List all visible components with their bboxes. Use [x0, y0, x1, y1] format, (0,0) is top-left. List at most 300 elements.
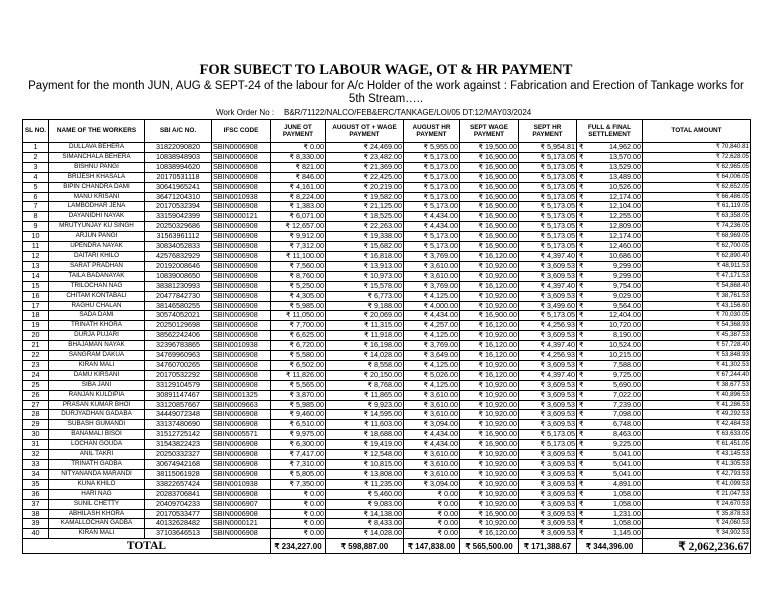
- settlement-value: 14,962.00: [609, 142, 641, 151]
- cell-aug-hr: ₹ 5,173.00: [404, 192, 460, 202]
- cell-sept-hr: ₹ 5,173.05: [519, 212, 577, 222]
- cell-ifsc-code: SBIN0006908: [212, 222, 271, 232]
- cell-sbi-account: 30891147467: [145, 390, 212, 400]
- cell-sept-wage: ₹ 16,120.00: [460, 529, 519, 539]
- cell-ifsc-code: SBIN0006908: [212, 469, 271, 479]
- cell-sept-wage: ₹ 16,900.00: [460, 212, 519, 222]
- cell-ifsc-code: SBIN0006908: [212, 420, 271, 430]
- rupee-symbol: ₹: [579, 301, 584, 310]
- cell-sl-no: 15: [23, 281, 49, 291]
- cell-sept-hr: ₹ 3,609.53: [519, 410, 577, 420]
- cell-aug-hr: ₹ 5,173.00: [404, 172, 460, 182]
- table-row: [23, 390, 751, 400]
- cell-total-amount: ₹ 70,030.05: [643, 311, 751, 321]
- cell-ifsc-code: SBIN0006908: [212, 242, 271, 252]
- cell-total-amount: ₹ 70,840.81: [643, 143, 751, 153]
- cell-aug-hr: ₹ 4,125.00: [404, 380, 460, 390]
- cell-aug-ot-wage: ₹ 22,263.00: [326, 222, 404, 232]
- cell-sept-hr: ₹ 5,173.05: [519, 242, 577, 252]
- cell-aug-hr: ₹ 4,125.00: [404, 291, 460, 301]
- cell-sl-no: 6: [23, 192, 49, 202]
- cell-aug-hr: ₹ 4,434.00: [404, 222, 460, 232]
- cell-aug-hr: ₹ 4,434.00: [404, 440, 460, 450]
- cell-aug-hr: ₹ 3,610.00: [404, 410, 460, 420]
- cell-full-final: [577, 469, 643, 479]
- cell-worker-name: SUBASH GUMANDI: [49, 420, 145, 430]
- cell-worker-name: LOCHAN GOUDA: [49, 440, 145, 450]
- rupee-symbol: ₹: [579, 271, 584, 280]
- cell-sl-no: 4: [23, 172, 49, 182]
- cell-june-ot: ₹ 821.00: [271, 162, 326, 172]
- cell-sl-no: 36: [23, 489, 49, 499]
- header-worker-name: NAME OF THE WORKERS: [49, 120, 145, 143]
- cell-ifsc-code: SBIN0010938: [212, 192, 271, 202]
- cell-sept-hr: ₹ 5,173.05: [519, 192, 577, 202]
- cell-sbi-account: 10838994620: [145, 162, 212, 172]
- cell-full-final: [577, 242, 643, 252]
- wage-table: [22, 119, 751, 554]
- cell-sl-no: 21: [23, 341, 49, 351]
- cell-sept-hr: ₹ 4,256.93: [519, 351, 577, 361]
- cell-sbi-account: 38115061928: [145, 469, 212, 479]
- cell-aug-hr: ₹ 3,094.00: [404, 479, 460, 489]
- cell-sept-hr: ₹ 3,609.53: [519, 499, 577, 509]
- cell-full-final: [577, 499, 643, 509]
- cell-worker-name: ARJUN PANGI: [49, 232, 145, 242]
- cell-june-ot: ₹ 5,565.00: [271, 380, 326, 390]
- cell-aug-ot-wage: ₹ 20,069.00: [326, 311, 404, 321]
- cell-worker-name: DULLAVA BEHERA: [49, 143, 145, 153]
- cell-aug-hr: ₹ 4,434.00: [404, 311, 460, 321]
- cell-full-final: [577, 311, 643, 321]
- cell-sbi-account: 30834052833: [145, 242, 212, 252]
- cell-total-amount: ₹ 72,628.05: [643, 152, 751, 162]
- cell-june-ot: ₹ 5,985.00: [271, 301, 326, 311]
- document-title: FOR SUBECT TO LABOUR WAGE, OT & HR PAYMENT: [199, 62, 573, 78]
- table-row: [23, 450, 751, 460]
- cell-full-final: [577, 430, 643, 440]
- cell-june-ot: ₹ 6,720.00: [271, 341, 326, 351]
- cell-sbi-account: 30574052021: [145, 311, 212, 321]
- cell-aug-ot-wage: ₹ 13,913.00: [326, 261, 404, 271]
- cell-sbi-account: 33120857667: [145, 400, 212, 410]
- cell-sept-hr: ₹ 4,397.40: [519, 281, 577, 291]
- cell-ifsc-code: SBIN0006908: [212, 410, 271, 420]
- rupee-symbol: ₹: [579, 142, 584, 151]
- cell-full-final: [577, 410, 643, 420]
- cell-sl-no: 39: [23, 519, 49, 529]
- cell-sbi-account: 34760700265: [145, 360, 212, 370]
- cell-june-ot: ₹ 846.00: [271, 172, 326, 182]
- cell-sl-no: 27: [23, 400, 49, 410]
- cell-aug-hr: ₹ 5,173.00: [404, 152, 460, 162]
- cell-aug-hr: ₹ 3,769.00: [404, 341, 460, 351]
- cell-aug-hr: ₹ 5,173.00: [404, 232, 460, 242]
- cell-ifsc-code: SBIN0000121: [212, 212, 271, 222]
- settlement-value: 5,690.00: [613, 380, 641, 389]
- cell-sl-no: 7: [23, 202, 49, 212]
- cell-total-amount: ₹ 45,387.53: [643, 331, 751, 341]
- cell-sept-hr: ₹ 3,609.53: [519, 400, 577, 410]
- cell-sept-wage: ₹ 10,920.00: [460, 499, 519, 509]
- rupee-symbol: ₹: [579, 231, 584, 241]
- cell-ifsc-code: SBIN0006908: [212, 529, 271, 539]
- cell-sept-wage: ₹ 16,900.00: [460, 242, 519, 252]
- rupee-symbol: ₹: [579, 182, 584, 191]
- cell-worker-name: TAILA BADANAYAK: [49, 271, 145, 281]
- cell-aug-hr: ₹ 5,173.00: [404, 162, 460, 172]
- cell-aug-ot-wage: ₹ 8,768.00: [326, 380, 404, 390]
- cell-total-amount: ₹ 41,305.53: [643, 460, 751, 470]
- cell-full-final: [577, 261, 643, 271]
- cell-sl-no: 32: [23, 450, 49, 460]
- cell-aug-hr: ₹ 3,094.00: [404, 420, 460, 430]
- cell-sl-no: 10: [23, 232, 49, 242]
- table-row: [23, 321, 751, 331]
- cell-sl-no: 20: [23, 331, 49, 341]
- cell-sl-no: 38: [23, 509, 49, 519]
- settlement-value: 7,098.00: [613, 409, 641, 419]
- cell-sept-wage: ₹ 16,120.00: [460, 341, 519, 351]
- cell-full-final: [577, 529, 643, 539]
- cell-aug-hr: ₹ 5,026.00: [404, 370, 460, 380]
- cell-aug-ot-wage: ₹ 5,460.00: [326, 489, 404, 499]
- table-row: [23, 479, 751, 489]
- cell-june-ot: ₹ 4,305.00: [271, 291, 326, 301]
- cell-total-amount: ₹ 43,156.60: [643, 301, 751, 311]
- cell-full-final: [577, 489, 643, 499]
- cell-sbi-account: 10839008650: [145, 271, 212, 281]
- cell-sept-wage: ₹ 16,900.00: [460, 509, 519, 519]
- cell-full-final: [577, 271, 643, 281]
- settlement-value: 9,754.00: [613, 281, 641, 290]
- rupee-symbol: ₹: [579, 340, 584, 350]
- settlement-value: 10,526.00: [609, 182, 641, 191]
- total-sept-wage: ₹ 565,500.00: [460, 539, 519, 554]
- cell-june-ot: ₹ 11,050.00: [271, 311, 326, 321]
- rupee-symbol: ₹: [579, 172, 584, 181]
- cell-aug-hr: ₹ 3,610.00: [404, 460, 460, 470]
- table-row: [23, 380, 751, 390]
- cell-sl-no: 8: [23, 212, 49, 222]
- cell-full-final: [577, 162, 643, 172]
- settlement-value: 7,022.00: [613, 390, 641, 399]
- cell-worker-name: BHAJAMAN NAYAK: [49, 341, 145, 351]
- cell-sl-no: 11: [23, 242, 49, 252]
- cell-sept-wage: ₹ 10,920.00: [460, 479, 519, 489]
- cell-total-amount: ₹ 67,244.40: [643, 370, 751, 380]
- rupee-symbol: ₹: [579, 409, 584, 419]
- rupee-symbol: ₹: [579, 429, 584, 439]
- cell-june-ot: ₹ 5,985.00: [271, 400, 326, 410]
- cell-aug-hr: ₹ 4,000.00: [404, 301, 460, 311]
- header-sept-wage: SEPT WAGE PAYMENT: [460, 120, 519, 143]
- cell-aug-hr: ₹ 4,125.00: [404, 360, 460, 370]
- cell-june-ot: ₹ 9,912.00: [271, 232, 326, 242]
- cell-full-final: [577, 351, 643, 361]
- cell-june-ot: ₹ 11,826.00: [271, 370, 326, 380]
- cell-june-ot: ₹ 9,975.00: [271, 430, 326, 440]
- cell-ifsc-code: SBIN0010938: [212, 341, 271, 351]
- rupee-symbol: ₹: [579, 400, 584, 409]
- cell-full-final: [577, 440, 643, 450]
- cell-worker-name: KAMALLOCHAN GADBA: [49, 519, 145, 529]
- settlement-value: 9,225.00: [613, 439, 641, 449]
- cell-june-ot: ₹ 6,510.00: [271, 420, 326, 430]
- cell-sbi-account: 20409704233: [145, 499, 212, 509]
- table-row: [23, 152, 751, 162]
- cell-sept-hr: ₹ 3,609.53: [519, 291, 577, 301]
- settlement-value: 9,299.00: [613, 271, 641, 280]
- cell-ifsc-code: SBIN0006908: [212, 182, 271, 192]
- cell-aug-hr: ₹ 4,434.00: [404, 212, 460, 222]
- cell-sbi-account: 31512725142: [145, 430, 212, 440]
- cell-total-amount: ₹ 41,302.53: [643, 360, 751, 370]
- settlement-value: 13,489.00: [609, 172, 641, 181]
- cell-total-amount: ₹ 62,652.05: [643, 182, 751, 192]
- cell-full-final: [577, 400, 643, 410]
- cell-sept-hr: ₹ 3,609.53: [519, 331, 577, 341]
- cell-sept-wage: ₹ 16,120.00: [460, 281, 519, 291]
- cell-sbi-account: 10838948903: [145, 152, 212, 162]
- cell-full-final: [577, 192, 643, 202]
- cell-sept-hr: ₹ 5,173.05: [519, 182, 577, 192]
- cell-sept-hr: ₹ 5,173.05: [519, 430, 577, 440]
- table-row: [23, 261, 751, 271]
- cell-full-final: [577, 341, 643, 351]
- cell-total-amount: ₹ 38,677.53: [643, 380, 751, 390]
- cell-sept-wage: ₹ 10,920.00: [460, 301, 519, 311]
- cell-sbi-account: 38146580255: [145, 301, 212, 311]
- cell-worker-name: KIRAN MALI: [49, 529, 145, 539]
- settlement-value: 8,463.00: [613, 429, 641, 439]
- cell-worker-name: TRINATH KHORA: [49, 321, 145, 331]
- table-row: [23, 251, 751, 261]
- cell-aug-ot-wage: ₹ 19,338.00: [326, 232, 404, 242]
- settlement-value: 1,231.00: [613, 509, 641, 518]
- cell-full-final: [577, 360, 643, 370]
- header-sl-no: SL NO.: [23, 120, 49, 143]
- cell-sl-no: 25: [23, 380, 49, 390]
- cell-sbi-account: 33137480690: [145, 420, 212, 430]
- cell-sept-wage: ₹ 10,920.00: [460, 380, 519, 390]
- settlement-value: 10,524.00: [609, 340, 641, 350]
- cell-sbi-account: 20170532394: [145, 202, 212, 212]
- cell-sbi-account: 38381230993: [145, 281, 212, 291]
- cell-aug-ot-wage: ₹ 6,773.00: [326, 291, 404, 301]
- cell-aug-ot-wage: ₹ 16,818.00: [326, 251, 404, 261]
- cell-ifsc-code: SBIN0006908: [212, 281, 271, 291]
- cell-sept-wage: ₹ 10,920.00: [460, 519, 519, 529]
- cell-aug-ot-wage: ₹ 10,973.00: [326, 271, 404, 281]
- cell-ifsc-code: SBIN0006908: [212, 370, 271, 380]
- cell-sbi-account: 31543822423: [145, 440, 212, 450]
- cell-sbi-account: 36471204310: [145, 192, 212, 202]
- cell-worker-name: NITYANANDA MARANDI: [49, 469, 145, 479]
- table-row: [23, 341, 751, 351]
- cell-sl-no: 28: [23, 410, 49, 420]
- cell-total-amount: ₹ 62,890.40: [643, 251, 751, 261]
- cell-aug-hr: ₹ 3,769.00: [404, 251, 460, 261]
- cell-sl-no: 18: [23, 311, 49, 321]
- cell-sept-hr: ₹ 5,173.05: [519, 172, 577, 182]
- cell-sept-wage: ₹ 19,500.00: [460, 143, 519, 153]
- cell-sept-hr: ₹ 3,609.53: [519, 420, 577, 430]
- table-row: [23, 222, 751, 232]
- rupee-symbol: ₹: [579, 162, 584, 171]
- table-row: [23, 430, 751, 440]
- cell-sept-wage: ₹ 16,900.00: [460, 192, 519, 202]
- cell-full-final: [577, 301, 643, 311]
- cell-full-final: [577, 202, 643, 212]
- cell-ifsc-code: SBIN0001325: [212, 390, 271, 400]
- document-subtitle: Payment for the month JUN, AUG & SEPT-24 of the labour for A/c Holder of the work against : Fabrication and Erection of Tankage works for 5th Stream…..: [28, 80, 744, 105]
- cell-june-ot: ₹ 7,350.00: [271, 479, 326, 489]
- cell-sbi-account: 40132628482: [145, 519, 212, 529]
- cell-aug-hr: ₹ 4,434.00: [404, 430, 460, 440]
- rupee-symbol: ₹: [579, 350, 584, 360]
- cell-sept-hr: ₹ 3,609.53: [519, 261, 577, 271]
- rupee-symbol: ₹: [579, 479, 584, 488]
- table-row: [23, 192, 751, 202]
- cell-ifsc-code: SBIN0006908: [212, 311, 271, 321]
- table-row: [23, 301, 751, 311]
- cell-full-final: [577, 143, 643, 153]
- cell-worker-name: MRUTYUNJAY KU SINGH: [49, 222, 145, 232]
- cell-sept-wage: ₹ 16,900.00: [460, 311, 519, 321]
- settlement-value: 9,725.00: [613, 370, 641, 379]
- cell-full-final: [577, 370, 643, 380]
- cell-aug-hr: ₹ 0.00: [404, 509, 460, 519]
- settlement-value: 6,748.00: [613, 419, 641, 429]
- cell-aug-ot-wage: ₹ 19,582.00: [326, 192, 404, 202]
- cell-sl-no: 33: [23, 460, 49, 470]
- rupee-symbol: ₹: [579, 192, 584, 201]
- cell-aug-hr: ₹ 4,125.00: [404, 331, 460, 341]
- cell-sept-wage: ₹ 10,920.00: [460, 271, 519, 281]
- cell-sept-wage: ₹ 10,920.00: [460, 390, 519, 400]
- cell-aug-ot-wage: ₹ 21,125.00: [326, 202, 404, 212]
- cell-full-final: [577, 479, 643, 489]
- cell-ifsc-code: SBIN0006908: [212, 271, 271, 281]
- header-aug-hr: AUGUST HR PAYMENT: [404, 120, 460, 143]
- cell-total-amount: ₹ 42,793.53: [643, 469, 751, 479]
- cell-aug-ot-wage: ₹ 13,808.00: [326, 469, 404, 479]
- table-row: [23, 460, 751, 470]
- cell-total-amount: ₹ 63,633.05: [643, 430, 751, 440]
- cell-sl-no: 24: [23, 370, 49, 380]
- cell-ifsc-code: SBIN0006908: [212, 172, 271, 182]
- settlement-value: 9,029.00: [613, 291, 641, 300]
- cell-sept-hr: ₹ 3,609.53: [519, 489, 577, 499]
- cell-june-ot: ₹ 12,657.00: [271, 222, 326, 232]
- cell-sept-wage: ₹ 16,900.00: [460, 440, 519, 450]
- table-row: [23, 509, 751, 519]
- cell-sept-wage: ₹ 10,920.00: [460, 489, 519, 499]
- rupee-symbol: ₹: [579, 449, 584, 459]
- cell-sept-wage: ₹ 16,900.00: [460, 182, 519, 192]
- settlement-value: 12,104.00: [609, 201, 641, 211]
- cell-sept-hr: ₹ 5,954.81: [519, 143, 577, 153]
- cell-june-ot: ₹ 8,760.00: [271, 271, 326, 281]
- rupee-symbol: ₹: [579, 320, 584, 330]
- cell-worker-name: LAMBODHAR JENA: [49, 202, 145, 212]
- rupee-symbol: ₹: [579, 439, 584, 449]
- cell-ifsc-code: SBIN0006908: [212, 291, 271, 301]
- cell-june-ot: ₹ 7,560.00: [271, 261, 326, 271]
- table-row: [23, 351, 751, 361]
- cell-sl-no: 14: [23, 271, 49, 281]
- cell-sl-no: 26: [23, 390, 49, 400]
- rupee-symbol: ₹: [579, 380, 584, 389]
- table-row: [23, 410, 751, 420]
- cell-total-amount: ₹ 38,761.53: [643, 291, 751, 301]
- cell-full-final: [577, 281, 643, 291]
- cell-worker-name: ABHILASH KHORA: [49, 509, 145, 519]
- cell-worker-name: SANGRAM DAKUA: [49, 351, 145, 361]
- table-row: [23, 212, 751, 222]
- cell-june-ot: ₹ 11,100.00: [271, 251, 326, 261]
- cell-aug-hr: ₹ 5,173.00: [404, 202, 460, 212]
- cell-sept-wage: ₹ 16,900.00: [460, 152, 519, 162]
- cell-aug-ot-wage: ₹ 11,235.00: [326, 479, 404, 489]
- settlement-value: 5,041.00: [613, 469, 641, 478]
- settlement-value: 9,299.00: [613, 261, 641, 270]
- cell-june-ot: ₹ 1,383.00: [271, 202, 326, 212]
- cell-aug-hr: ₹ 5,955.00: [404, 143, 460, 153]
- table-row: [23, 370, 751, 380]
- cell-ifsc-code: SBIN0006908: [212, 360, 271, 370]
- cell-aug-hr: ₹ 3,610.00: [404, 400, 460, 410]
- cell-ifsc-code: SBIN0006908: [212, 143, 271, 153]
- cell-june-ot: ₹ 4,161.00: [271, 182, 326, 192]
- table-row: [23, 143, 751, 153]
- cell-sept-hr: ₹ 3,609.53: [519, 469, 577, 479]
- settlement-value: 1,058.00: [613, 518, 641, 528]
- table-row: [23, 489, 751, 499]
- cell-sl-no: 37: [23, 499, 49, 509]
- settlement-value: 12,174.00: [609, 192, 641, 201]
- cell-worker-name: BIPIN CHANDRA DAMI: [49, 182, 145, 192]
- cell-aug-hr: ₹ 3,610.00: [404, 450, 460, 460]
- cell-sept-hr: ₹ 5,173.05: [519, 440, 577, 450]
- header-full-final: FULL & FINAL SETTLEMENT: [577, 120, 643, 143]
- cell-aug-ot-wage: ₹ 9,083.00: [326, 499, 404, 509]
- cell-total-amount: ₹ 43,145.53: [643, 450, 751, 460]
- table-row: [23, 311, 751, 321]
- cell-aug-ot-wage: ₹ 24,469.00: [326, 143, 404, 153]
- cell-aug-ot-wage: ₹ 9,923.00: [326, 400, 404, 410]
- cell-worker-name: TRILOCHAN NAG: [49, 281, 145, 291]
- cell-full-final: [577, 390, 643, 400]
- cell-sbi-account: 42576832929: [145, 251, 212, 261]
- cell-sept-hr: ₹ 3,609.53: [519, 529, 577, 539]
- cell-aug-ot-wage: ₹ 18,525.00: [326, 212, 404, 222]
- cell-sbi-account: 20170531118: [145, 172, 212, 182]
- cell-sl-no: 35: [23, 479, 49, 489]
- settlement-value: 10,686.00: [609, 251, 641, 260]
- cell-total-amount: ₹ 24,670.53: [643, 499, 751, 509]
- cell-worker-name: BRIJESH KHASALA: [49, 172, 145, 182]
- table-row: [23, 281, 751, 291]
- cell-ifsc-code: SBIN0006908: [212, 440, 271, 450]
- cell-sept-wage: ₹ 16,900.00: [460, 222, 519, 232]
- cell-june-ot: ₹ 6,300.00: [271, 440, 326, 450]
- cell-ifsc-code: SBIN0006908: [212, 460, 271, 470]
- table-row: [23, 420, 751, 430]
- cell-june-ot: ₹ 8,224.00: [271, 192, 326, 202]
- cell-sept-hr: ₹ 4,397.40: [519, 341, 577, 351]
